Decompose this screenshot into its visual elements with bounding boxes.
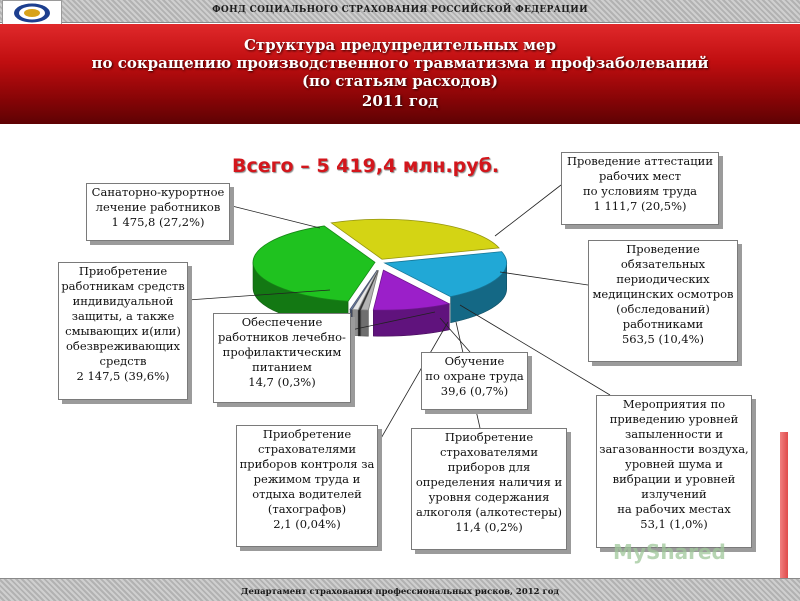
- slice-label-nutrition: Обеспечение работников лечебно- профилактическим питанием 14,7 (0,3%): [213, 313, 351, 403]
- slice-6-side: [353, 309, 359, 335]
- decorative-stripe: [780, 432, 788, 600]
- footer-bar: [0, 578, 800, 601]
- slice-label-training: Обучение по охране труда 39,6 (0,7%): [421, 352, 528, 410]
- watermark: MyShared: [613, 540, 726, 564]
- slice-label-attestation: Проведение аттестации рабочих мест по условиям труда 1 111,7 (20,5%): [561, 152, 719, 225]
- leader-line-6: [440, 318, 470, 352]
- title-line-2: по сокращению производственного травматизма и профзаболеваний: [0, 54, 800, 72]
- slice-label-med-exams: Проведение обязательных периодических медицинских осмотров (обследований) работниками 563,5 (10,4%): [588, 240, 738, 362]
- slice-label-ppe: Приобретение работникам средств индивидуальной защиты, а также смывающих и(или) обезвреживающих средств 2 147,5 (39,6%): [58, 262, 188, 400]
- slice-label-alcotesters: Приобретение страхователями приборов для определения наличия и уровня содержания алкоголя (алкотестеры) 11,4 (0,2%): [411, 428, 567, 550]
- leader-line-1: [495, 185, 561, 236]
- title-line-1: Структура предупредительных мер: [0, 36, 800, 54]
- chart-total: Всего – 5 419,4 млн.руб.: [232, 155, 499, 177]
- title-line-3: (по статьям расходов): [0, 72, 800, 90]
- title-line-4: 2011 год: [0, 92, 800, 110]
- slice-label-sanatorium: Санаторно-курортное лечение работников 1 475,8 (27,2%): [86, 183, 230, 241]
- slice-3-side: [361, 310, 368, 336]
- leader-line-2: [500, 272, 588, 285]
- slice-label-tachographs: Приобретение страхователями приборов контроля за режимом труда и отдыха водителей (тахографов) 2,1 (0,04%): [236, 425, 378, 547]
- footer-text: Департамент страхования профессиональных рисков, 2012 год: [180, 587, 620, 597]
- fund-name: ФОНД СОЦИАЛЬНОГО СТРАХОВАНИЯ РОССИЙСКОЙ ФЕДЕРАЦИИ: [210, 5, 590, 15]
- slice-4-side: [359, 310, 361, 336]
- leader-line-0: [228, 205, 320, 228]
- slice-label-environment: Мероприятия по приведению уровней запыленности и загазованности воздуха, уровней шума и вибрации и уровней излучений на рабочих местах 53,1 (1,0%): [596, 395, 752, 548]
